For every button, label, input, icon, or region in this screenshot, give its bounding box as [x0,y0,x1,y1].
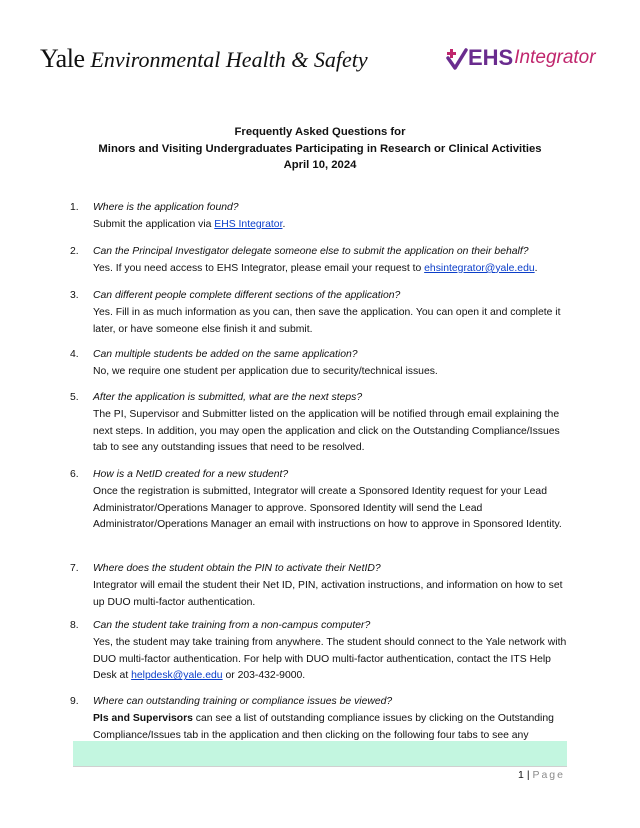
document-title [60,124,580,174]
faq-question: Where is the application found? [93,202,239,213]
faq-number: 6. [70,469,79,480]
faq-answer: Submit the application via EHS Integrator. [93,218,286,230]
faq-question: Can different people complete different sections of the application? [93,290,401,301]
faq-question: Where does the student obtain the PIN to activate their NetID? [93,563,381,574]
faq-number: 3. [70,290,79,301]
faq-question: How is a NetID created for a new student? [93,469,289,480]
ehs-integrator-logo [446,46,596,70]
faq-item-9 [70,694,570,744]
faq-answer: Yes, the student may take training from anywhere. The student should connect to the Yale network with DUO multi-factor authentication. For help with DUO multi-factor authentication, contact the ITS Help Desk at helpdesk@yale.edu or 203-432-9000. [93,636,567,682]
faq-number: 1. [70,202,79,213]
faq-item-4 [70,347,570,381]
department-header [40,44,368,74]
ehsintegrator-email-link[interactable]: ehsintegrator@yale.edu [424,262,535,274]
faq-question: Can the Principal Investigator delegate someone else to submit the application on their behalf? [93,246,529,257]
page-number: 1 [518,769,524,781]
helpdesk-email-link[interactable]: helpdesk@yale.edu [131,670,223,682]
cross-check-icon [446,46,468,70]
faq-answer: PIs and Supervisors can see a list of outstanding compliance issues by clicking on the Outstanding Compliance/Issues tab in the application and then clicking on the following four tabs to see any [93,712,554,741]
title-line-1: Frequently Asked Questions for [234,126,406,138]
ehs-integrator-link[interactable]: EHS Integrator [214,218,283,230]
faq-answer: The PI, Supervisor and Submitter listed on the application will be notified through email explaining the next steps. In addition, you may open the application and click on the Outstanding Compliance/Issues tab to see any outstanding issues that need to be resolved. [93,408,560,454]
faq-item-6 [70,467,570,534]
footer-divider [73,766,567,767]
footer-separator: | [526,769,530,781]
faq-answer: Once the registration is submitted, Integrator will create a Sponsored Identity request for your Lead Administrator/Operations Manager to approve. Sponsored Identity will send the Lead Administrator/Operations Manager an email with instructions on how to approve in Sponsored Identity. [93,485,562,531]
department-name: Environmental Health & Safety [90,47,368,72]
faq-number: 8. [70,620,79,631]
faq-question: Can the student take training from a non-campus computer? [93,620,371,631]
faq-number: 7. [70,563,79,574]
faq-question: After the application is submitted, what are the next steps? [93,392,363,403]
faq-question: Where can outstanding training or compliance issues be viewed? [93,696,393,707]
faq-item-2 [70,244,570,278]
page-footer [518,769,565,781]
faq-number: 2. [70,246,79,257]
highlight-bar [73,741,567,766]
faq-item-7 [70,561,570,611]
faq-answer: No, we require one student per application due to security/technical issues. [93,365,438,377]
page-label: Page [532,769,565,781]
faq-item-1 [70,200,570,234]
faq-question: Can multiple students be added on the same application? [93,349,358,360]
title-date: April 10, 2024 [283,159,357,171]
faq-answer: Integrator will email the student their Net ID, PIN, activation instructions, and information on how to set up DUO multi-factor authentication. [93,579,563,608]
yale-wordmark: Yale [40,44,85,73]
faq-item-5 [70,390,570,457]
faq-item-8 [70,618,570,685]
logo-ehs-text: EHS [468,45,514,70]
logo-integrator-text: Integrator [514,47,596,68]
title-line-2: Minors and Visiting Undergraduates Participating in Research or Clinical Activities [98,142,542,155]
faq-number: 9. [70,696,79,707]
faq-item-3 [70,288,570,338]
faq-number: 4. [70,349,79,360]
faq-answer: Yes. Fill in as much information as you can, then save the application. You can open it and complete it later, or have someone else finish it and submit. [93,306,561,335]
faq-answer: Yes. If you need access to EHS Integrator, please email your request to ehsintegrator@yale.edu. [93,262,538,274]
faq-number: 5. [70,392,79,403]
